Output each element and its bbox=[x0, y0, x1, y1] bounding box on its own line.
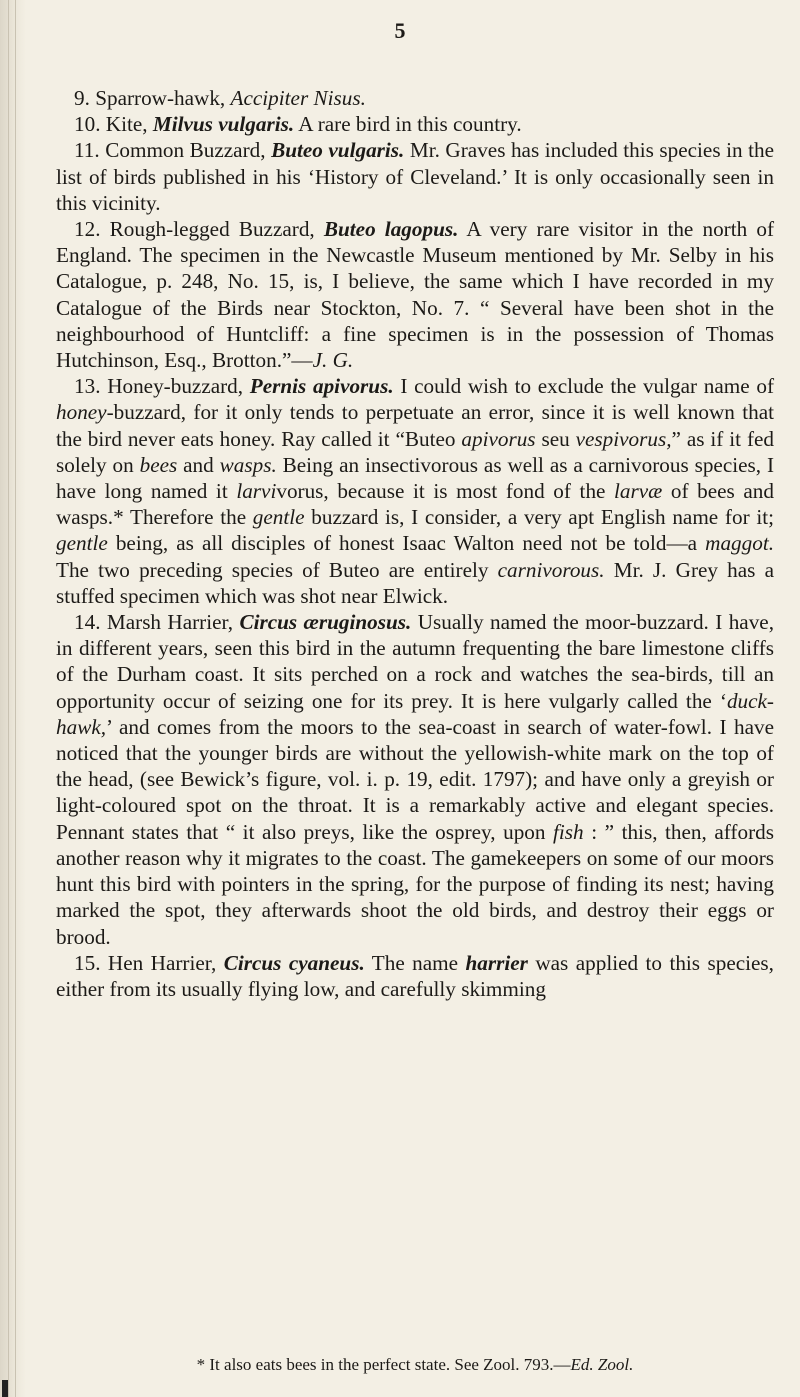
entry-12: 12. Rough-legged Buzzard, Buteo lagopus. A very rare visitor in the north of England. The specimen in the Newcastle Museum mentioned by Mr. Selby in his Catalogue, p. 248, No. 15, is, I believe, the same which I have recorded in my Catalogue of the Birds near Stockton, No. 7. “ Several have been shot in the neighbourhood of Huntcliff: a fine specimen is in the possession of Thomas Hutchinson, Esq., Brotton.”—J. G. bbox=[56, 217, 774, 373]
footnote: * It also eats bees in the perfect state. See Zool. 793.—Ed. Zool. bbox=[196, 1355, 634, 1374]
latin-name: Accipiter Nisus. bbox=[230, 86, 366, 110]
footnote-editor: Ed. Zool. bbox=[570, 1355, 634, 1374]
gutter-line bbox=[8, 0, 9, 1397]
latin-name: Buteo vulgaris. bbox=[271, 138, 405, 163]
entry-14: 14. Marsh Harrier, Circus æruginosus. Usually named the moor-buzzard. I have, in different years, seen this bird in the autumn frequenting the bare limestone cliffs of the Durham coast. It sits perched on a rock and watches the sea-birds, till an opportunity occur of seizing one for its prey. It is here vulgarly called the ‘duck-hawk,’ and comes from the moors to the sea-coast in search of water-fowl. I have noticed that the younger birds are without the yellowish-white mark on the top of the head, (see Bewick’s figure, vol. i. p. 19, edit. 1797); and have only a greyish or light-coloured spot on the throat. It is a remarkably active and elegant species. Pennant states that “ it also preys, like the osprey, upon fish : ” this, then, affords another reason why it migrates to the coast. The gamekeepers on some of our moors hunt this bird with pointers in the spring, for the purpose of finding its nest; having marked the spot, they afterwards shoot the old birds, and destroy their eggs or brood. bbox=[56, 610, 774, 949]
entry-15: 15. Hen Harrier, Circus cyaneus. The name harrier was applied to this species, either from its usually flying low, and carefully skimming bbox=[56, 950, 774, 1001]
page-number: 5 bbox=[394, 18, 406, 43]
page-gutter bbox=[0, 0, 26, 1397]
latin-name: Milvus vulgaris. bbox=[152, 112, 295, 137]
entry-13: 13. Honey-buzzard, Pernis apivorus. I could wish to exclude the vulgar name of honey-buzzard, for it only tends to perpetuate an error, since it is well known that the bird never eats honey. Ray called it “Buteo apivorus seu vespivorus,” as if it fed solely on bees and wasps. Being an insectivorous as well as a carnivorous species, I have long named it larvivorus, because it is most fond of the larvæ of bees and wasps.* Therefore the gentle buzzard is, I consider, a very apt English name for it; gentle being, as all disciples of honest Isaac Walton need not be told—a maggot. The two preceding species of Buteo are entirely carnivorous. Mr. J. Grey has a stuffed specimen which was shot near Elwick. bbox=[56, 374, 775, 608]
signature: J. G. bbox=[312, 348, 354, 373]
binding-edge-mark bbox=[2, 1380, 8, 1397]
latin-name: Pernis apivorus. bbox=[249, 374, 394, 399]
entry-10: 10. Kite, Milvus vulgaris. A rare bird in this country. bbox=[74, 112, 522, 137]
latin-name: Buteo lagopus. bbox=[323, 217, 459, 242]
gutter-line bbox=[15, 0, 16, 1397]
page-text bbox=[56, 85, 774, 1002]
latin-name: Circus æruginosus. bbox=[239, 610, 412, 635]
entry-11: 11. Common Buzzard, Buteo vulgaris. Mr. Graves has included this species in the list of birds published in his ‘History of Cleveland.’ It is only occasionally seen in this vicinity. bbox=[56, 138, 774, 215]
latin-name: Circus cyaneus. bbox=[223, 950, 365, 975]
entry-9: 9. Sparrow-hawk, Accipiter Nisus. bbox=[74, 86, 366, 110]
